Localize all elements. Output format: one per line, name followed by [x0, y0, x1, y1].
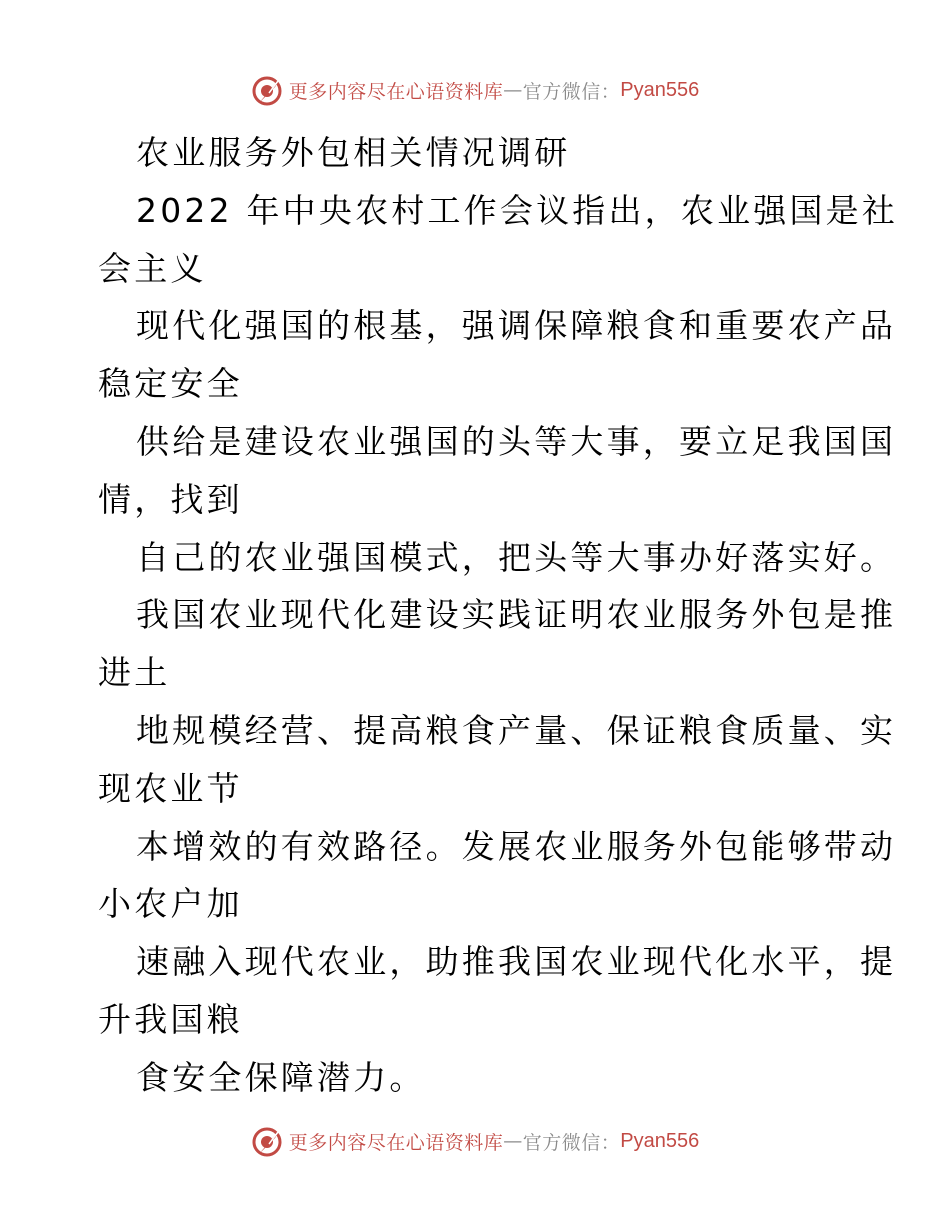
text-line: 我国农业现代化建设实践证明农业服务外包是推: [136, 595, 897, 635]
text-line: 现代化强国的根基，强调保障粮食和重要农产品: [136, 306, 897, 346]
wechat-label: 官方微信：: [522, 80, 621, 103]
document-body: [98, 124, 899, 1107]
site-text: 更多内容尽在心语资料库: [288, 1131, 504, 1154]
text-line: 现农业节: [98, 768, 243, 808]
quill-logo-icon: [251, 1124, 285, 1158]
text-line: 食安全保障潜力。: [136, 1057, 426, 1097]
separator: —: [503, 1130, 523, 1152]
text-line: 本增效的有效路径。发展农业服务外包能够带动: [136, 826, 897, 866]
wechat-label: 官方微信：: [522, 1131, 621, 1154]
text-line: 情，找到: [98, 479, 243, 519]
text-line: 自己的农业强国模式，把头等大事办好落实好。: [136, 537, 897, 577]
footer-banner: [0, 1121, 950, 1161]
text-line: 进土: [98, 653, 171, 693]
quill-logo-icon: [251, 73, 285, 107]
text-line: 会主义: [98, 248, 207, 288]
wechat-id: Pyan556: [620, 1129, 700, 1152]
text-line: 地规模经营、提高粮食产量、保证粮食质量、实: [136, 710, 897, 750]
text-line: 升我国粮: [98, 999, 243, 1039]
text-line: 2022 年中央农村工作会议指出，农业强国是社: [136, 190, 899, 230]
header-banner: [0, 70, 950, 110]
doc-title: 农业服务外包相关情况调研: [136, 133, 571, 172]
separator: —: [503, 79, 523, 101]
text-line: 供给是建设农业强国的头等大事，要立足我国国: [136, 421, 897, 461]
wechat-id: Pyan556: [620, 78, 700, 101]
site-text: 更多内容尽在心语资料库: [288, 80, 504, 103]
text-line: 速融入现代农业，助推我国农业现代化水平，提: [136, 942, 897, 982]
text-line: 稳定安全: [98, 364, 243, 404]
text-line: 小农户加: [98, 884, 243, 924]
